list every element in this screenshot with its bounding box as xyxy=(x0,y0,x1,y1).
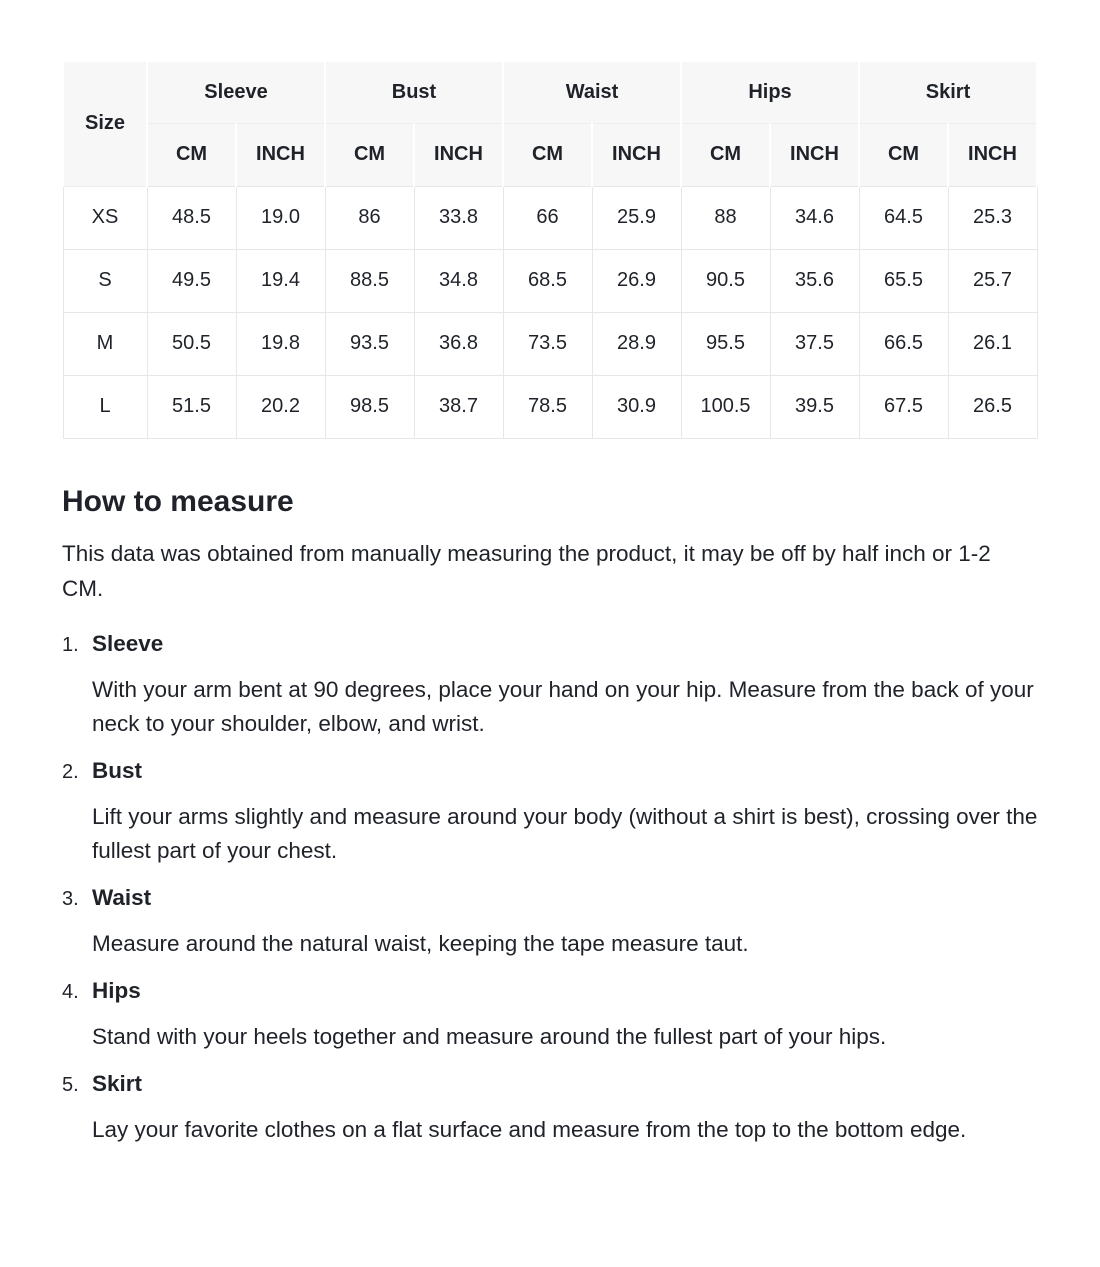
step-description: Measure around the natural waist, keeping the tape measure taut. xyxy=(92,930,749,956)
table-unit-header-cm: CM xyxy=(681,123,770,186)
value-cell: 25.7 xyxy=(948,249,1037,312)
unit-header-row xyxy=(63,123,1037,186)
size-cell: XS xyxy=(63,186,147,249)
size-cell: L xyxy=(63,375,147,438)
step-item xyxy=(62,757,1038,868)
step-item xyxy=(62,1070,1038,1147)
table-unit-header-inch: INCH xyxy=(770,123,859,186)
value-cell: 19.0 xyxy=(236,186,325,249)
table-group-header: Hips xyxy=(681,61,859,123)
table-row xyxy=(63,312,1037,375)
value-cell: 67.5 xyxy=(859,375,948,438)
value-cell: 37.5 xyxy=(770,312,859,375)
step-number: 3. xyxy=(62,887,79,910)
value-cell: 93.5 xyxy=(325,312,414,375)
table-unit-header-inch: INCH xyxy=(414,123,503,186)
step-head xyxy=(62,977,1038,1006)
table-group-header: Skirt xyxy=(859,61,1037,123)
how-to-measure-title: How to measure xyxy=(62,484,294,518)
step-number: 2. xyxy=(62,760,79,783)
value-cell: 19.8 xyxy=(236,312,325,375)
step-number: 5. xyxy=(62,1073,79,1096)
size-cell: S xyxy=(63,249,147,312)
step-description: With your arm bent at 90 degrees, place your hand on your hip. Measure from the back of your neck to your shoulder, elbow, and wrist. xyxy=(92,676,1034,736)
step-head xyxy=(62,884,1038,913)
table-unit-header-inch: INCH xyxy=(592,123,681,186)
value-cell: 86 xyxy=(325,186,414,249)
step-term: Hips xyxy=(92,977,141,1003)
step-item xyxy=(62,884,1038,961)
value-cell: 100.5 xyxy=(681,375,770,438)
value-cell: 34.6 xyxy=(770,186,859,249)
step-number: 4. xyxy=(62,980,79,1003)
table-group-header: Bust xyxy=(325,61,503,123)
step-item xyxy=(62,630,1038,741)
value-cell: 19.4 xyxy=(236,249,325,312)
table-unit-header-inch: INCH xyxy=(236,123,325,186)
table-unit-header-cm: CM xyxy=(503,123,592,186)
value-cell: 35.6 xyxy=(770,249,859,312)
value-cell: 26.5 xyxy=(948,375,1037,438)
value-cell: 64.5 xyxy=(859,186,948,249)
how-to-measure-intro: This data was obtained from manually measuring the product, it may be off by half inch or 1-2 CM. xyxy=(62,540,991,601)
step-description: Lay your favorite clothes on a flat surface and measure from the top to the bottom edge. xyxy=(92,1116,967,1142)
step-term: Waist xyxy=(92,884,152,910)
size-chart-body xyxy=(63,186,1037,438)
value-cell: 73.5 xyxy=(503,312,592,375)
value-cell: 33.8 xyxy=(414,186,503,249)
table-row xyxy=(63,186,1037,249)
table-unit-header-cm: CM xyxy=(147,123,236,186)
value-cell: 39.5 xyxy=(770,375,859,438)
value-cell: 51.5 xyxy=(147,375,236,438)
value-cell: 66 xyxy=(503,186,592,249)
value-cell: 88 xyxy=(681,186,770,249)
step-term: Skirt xyxy=(92,1070,143,1096)
value-cell: 30.9 xyxy=(592,375,681,438)
value-cell: 26.9 xyxy=(592,249,681,312)
value-cell: 38.7 xyxy=(414,375,503,438)
value-cell: 34.8 xyxy=(414,249,503,312)
value-cell: 78.5 xyxy=(503,375,592,438)
step-number: 1. xyxy=(62,633,79,656)
value-cell: 49.5 xyxy=(147,249,236,312)
value-cell: 88.5 xyxy=(325,249,414,312)
size-cell: M xyxy=(63,312,147,375)
group-header-row xyxy=(63,61,1037,123)
value-cell: 98.5 xyxy=(325,375,414,438)
value-cell: 36.8 xyxy=(414,312,503,375)
value-cell: 48.5 xyxy=(147,186,236,249)
value-cell: 66.5 xyxy=(859,312,948,375)
step-term: Bust xyxy=(92,757,142,783)
value-cell: 90.5 xyxy=(681,249,770,312)
measure-steps-list xyxy=(62,630,1038,1147)
step-description: Stand with your heels together and measure around the fullest part of your hips. xyxy=(92,1023,887,1049)
value-cell: 26.1 xyxy=(948,312,1037,375)
value-cell: 95.5 xyxy=(681,312,770,375)
step-item xyxy=(62,977,1038,1054)
step-description: Lift your arms slightly and measure around your body (without a shirt is best), crossing over the fullest part of your chest. xyxy=(92,803,1038,863)
table-unit-header-cm: CM xyxy=(859,123,948,186)
value-cell: 25.3 xyxy=(948,186,1037,249)
size-chart-table xyxy=(62,60,1038,439)
step-head xyxy=(62,757,1038,786)
table-unit-header-inch: INCH xyxy=(948,123,1037,186)
step-term: Sleeve xyxy=(92,630,164,656)
value-cell: 65.5 xyxy=(859,249,948,312)
size-chart-header xyxy=(63,61,1037,186)
table-corner-header: Size xyxy=(63,61,147,186)
value-cell: 20.2 xyxy=(236,375,325,438)
value-cell: 68.5 xyxy=(503,249,592,312)
table-row xyxy=(63,249,1037,312)
value-cell: 50.5 xyxy=(147,312,236,375)
step-head xyxy=(62,630,1038,659)
table-group-header: Sleeve xyxy=(147,61,325,123)
value-cell: 25.9 xyxy=(592,186,681,249)
value-cell: 28.9 xyxy=(592,312,681,375)
step-head xyxy=(62,1070,1038,1099)
table-group-header: Waist xyxy=(503,61,681,123)
table-row xyxy=(63,375,1037,438)
table-unit-header-cm: CM xyxy=(325,123,414,186)
